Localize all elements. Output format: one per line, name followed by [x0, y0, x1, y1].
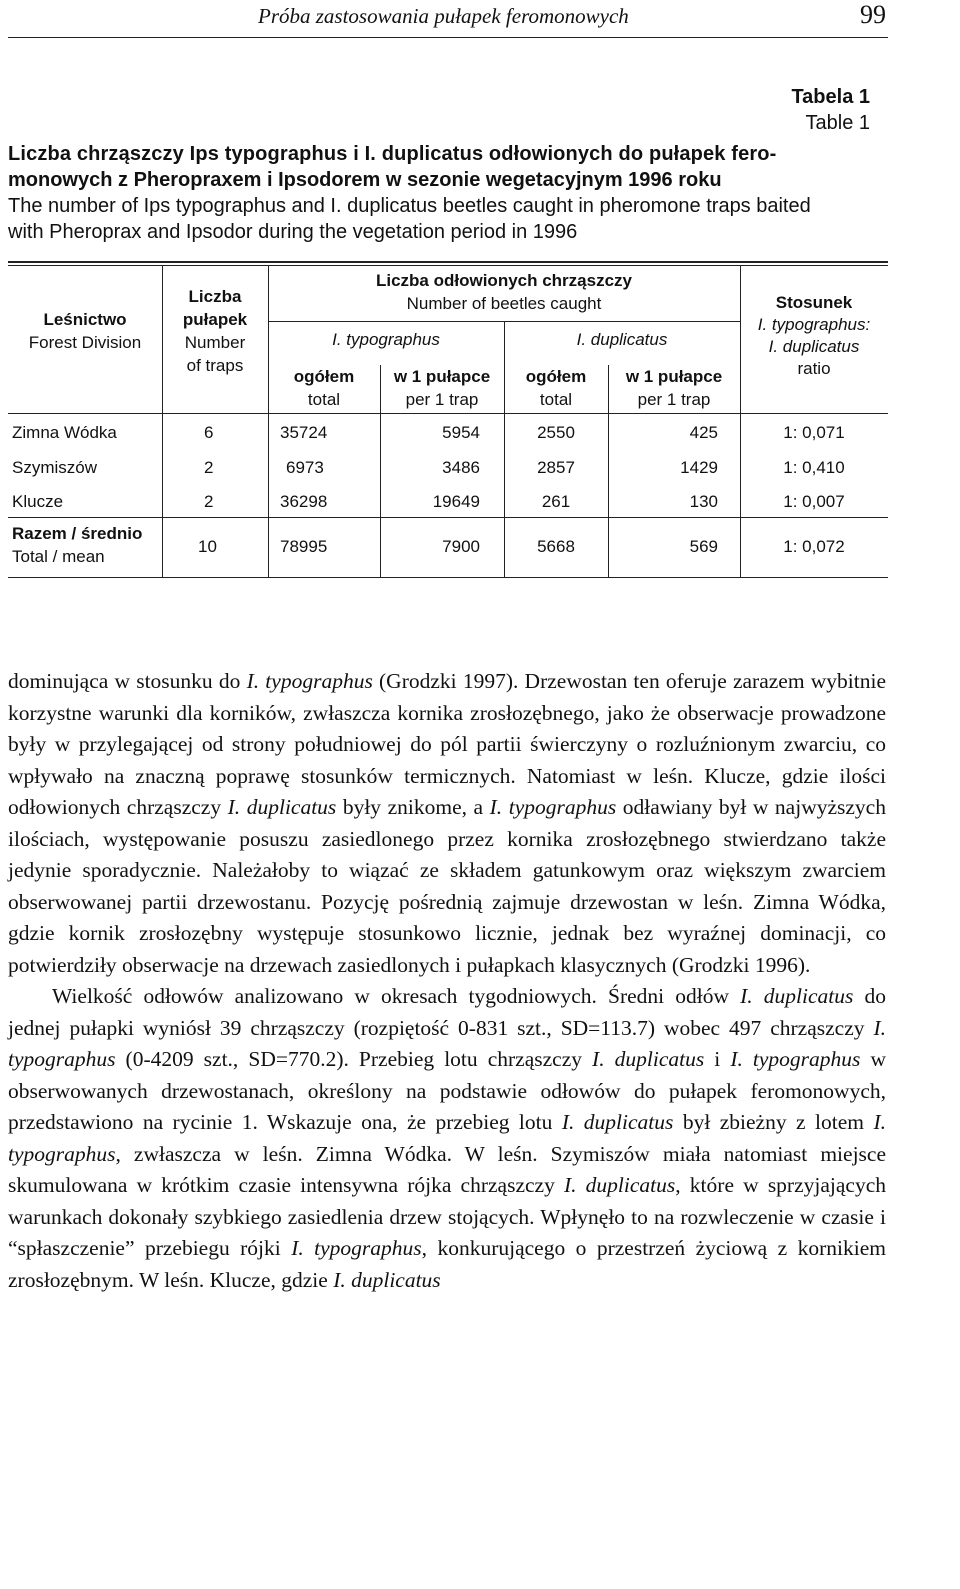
- col-caught-pl: Liczba odłowionych chrząszczy: [375, 271, 632, 290]
- division: Szymiszów: [12, 458, 98, 477]
- idup-pertrap-pl: w 1 pułapce: [625, 367, 723, 386]
- species-name: I. duplicatus: [227, 795, 337, 819]
- species-name: I. duplicatus: [592, 1047, 705, 1071]
- species-name: I. duplicatus: [561, 1110, 674, 1134]
- text-run: , konkurującego o przestrzeń życiową z kornikiem zrosłozębnym. W leśn. Klucze, gdzie: [8, 1236, 886, 1292]
- body-text: [8, 666, 886, 1296]
- species-name: I. duplicatus: [333, 1267, 441, 1292]
- col-ratio-pl: Stosunek: [775, 293, 853, 312]
- caption-en-line1: The number of Ips typographus and I. duplicatus beetles caught in pheromone traps baited: [8, 195, 811, 217]
- idup-total: 261: [541, 492, 571, 511]
- idup-total-pl: ogółem: [525, 367, 587, 386]
- text-run: , zwłaszcza w leśn. Zimna Wódka. W leśn. Szymiszów miała natomiast miejsce skumulowana w krótkim czasie intensywna rójka chrząszczy: [8, 1141, 886, 1197]
- idup-per-trap: 1429: [680, 458, 718, 477]
- col-ratio-en1: I. typographus:: [757, 315, 871, 334]
- total-row-rule: [8, 517, 888, 518]
- ityp-total-en: total: [307, 390, 341, 409]
- idup-per-trap: 130: [689, 492, 718, 511]
- ityp-per-trap: 3486: [442, 458, 480, 477]
- ityp-pertrap-pl: w 1 pułapce: [393, 367, 491, 386]
- header-rule: [8, 37, 888, 38]
- text-run: i: [704, 1047, 731, 1071]
- col-traps-pl2: pułapek: [182, 310, 248, 329]
- ratio: 1: 0,072: [783, 537, 845, 556]
- traps: 6: [204, 423, 214, 442]
- text-run: w obserwowanych drzewostanach, określony na podstawie odłowów do pułapek feromonowych, przedstawiono na rycinie 1. Wskazuje ona, że przebieg lotu: [8, 1047, 886, 1134]
- idup-total: 2857: [537, 458, 575, 477]
- text-run: Wielkość odłowów analizowano w okresach tygodniowych. Średni odłów: [52, 984, 741, 1008]
- species-name: I. duplicatus: [564, 1173, 676, 1197]
- ityp-total: 35724: [280, 423, 328, 442]
- traps: 10: [198, 537, 217, 556]
- col-traps-pl1: Liczba: [188, 287, 242, 306]
- paragraph-2: [8, 981, 886, 1296]
- species-name: I. typographus: [8, 1015, 886, 1071]
- table-label-pl: Tabela 1: [791, 86, 870, 108]
- total-label-pl: Razem / średnio: [12, 524, 143, 543]
- species-name: I. duplicatus: [740, 984, 854, 1008]
- page-number: 99: [860, 0, 886, 29]
- ratio: 1: 0,410: [783, 458, 845, 477]
- col-ratio-en3: ratio: [797, 359, 831, 378]
- paragraph-1: [8, 666, 886, 981]
- total-label-en: Total / mean: [12, 547, 105, 566]
- col-caught-en: Number of beetles caught: [406, 294, 602, 313]
- ratio: 1: 0,071: [783, 423, 845, 442]
- ityp-per-trap: 19649: [432, 492, 480, 511]
- idup-per-trap: 425: [689, 423, 718, 442]
- division: Zimna Wódka: [12, 423, 117, 442]
- species-name: I. typographus: [246, 669, 373, 693]
- col-traps-en2: of traps: [186, 356, 244, 375]
- idup-total-en: total: [539, 390, 573, 409]
- ityp-per-trap: 5954: [442, 423, 480, 442]
- caption-pl-line1: Liczba chrząszczy Ips typographus i I. duplicatus odłowionych do pułapek fero-: [8, 143, 777, 165]
- caption-en-line2: with Pheroprax and Ipsodor during the vegetation period in 1996: [8, 221, 578, 243]
- col-forest-en: Forest Division: [28, 333, 142, 352]
- species-name: I. typographus: [489, 795, 617, 819]
- traps: 2: [204, 492, 214, 511]
- header-bottom-rule: [8, 413, 888, 414]
- table-top-rule-2: [8, 265, 888, 266]
- text-run: był zbieżny z lotem: [673, 1110, 874, 1134]
- col-forest-pl: Leśnictwo: [43, 310, 127, 329]
- species-1-header: I. typographus: [332, 330, 440, 349]
- ityp-pertrap-en: per 1 trap: [405, 390, 479, 409]
- species-name: I. typographus: [8, 1110, 886, 1166]
- species-name: I. typographus: [291, 1236, 422, 1260]
- text-run: dominująca w stosunku do: [8, 669, 247, 693]
- ityp-total-pl: ogółem: [293, 367, 355, 386]
- idup-total: 5668: [537, 537, 575, 556]
- text-run: były znikome, a: [336, 795, 490, 819]
- ratio: 1: 0,007: [783, 492, 845, 511]
- idup-total: 2550: [537, 423, 575, 442]
- running-title: Próba zastosowania pułapek feromonowych: [258, 4, 629, 28]
- table-label-en: Table 1: [805, 112, 870, 134]
- text-run: (0-4209 szt., SD=770.2). Przebieg lotu chrząszczy: [115, 1047, 593, 1071]
- ityp-per-trap: 7900: [442, 537, 480, 556]
- ityp-total: 78995: [280, 537, 328, 556]
- caption-pl-line2: monowych z Pheropraxem i Ipsodorem w sezonie wegetacyjnym 1996 roku: [8, 169, 722, 191]
- text-run: odławiany był w najwyższych ilościach, występowanie posuszu zasiedlonego przez kornika zrosłozębnego stwierdzano także jedynie sporadycznie. Należałoby to wiązać ze składem gatunkowym oraz większym zwarciem obserwowanej partii drzewostanu. Pozycję pośrednią zajmuje drzewostan w leśn. Zimna Wódka, gdzie kornik zrosłozębny występuje stosunkowo licznie, jednak bez wyraźnej dominacji, co potwierdziły obserwacje na drzewach zasiedlonych i pułapkach klasycznych (Grodzki 1996).: [8, 795, 886, 977]
- text-run: do jednej pułapki wyniósł 39 chrząszczy (rozpiętość 0-831 szt., SD=113.7) wobec 497 chrząszczy: [8, 984, 886, 1040]
- table-top-rule: [8, 261, 888, 263]
- species-name: I. typographus: [730, 1047, 861, 1071]
- data-table: [0, 255, 960, 595]
- idup-per-trap: 569: [689, 537, 718, 556]
- ityp-total: 36298: [280, 492, 328, 511]
- text-run: (Grodzki 1997). Drzewostan ten oferuje zarazem wybitnie korzystne warunki dla korników, zwłaszcza kornika zrosłozębnego, jako że obserwacje prowadzone były w przylegającej od strony południowej do pól partii świerczyny o rozluźnionym zwarciu, co wpływało na znaczną poprawę stosunków termicznych. Natomiast w leśn. Klucze, gdzie ilości odłowionych chrząszczy: [8, 669, 886, 819]
- table-bottom-rule: [8, 577, 888, 578]
- col-ratio-en2: I. duplicatus: [768, 337, 860, 356]
- traps: 2: [204, 458, 214, 477]
- col-traps-en1: Number: [184, 333, 246, 352]
- idup-pertrap-en: per 1 trap: [637, 390, 711, 409]
- species-2-header: I. duplicatus: [576, 330, 668, 349]
- division: Klucze: [12, 492, 64, 511]
- running-header: [0, 0, 960, 40]
- text-run: , które w sprzyjających warunkach dokonały szybkiego zasiedlenia drzew stojących. Wpłynęło to na rozwleczenie w czasie i “spłaszczenie” przebiegu rójki: [8, 1173, 887, 1260]
- ityp-total: 6973: [286, 458, 324, 477]
